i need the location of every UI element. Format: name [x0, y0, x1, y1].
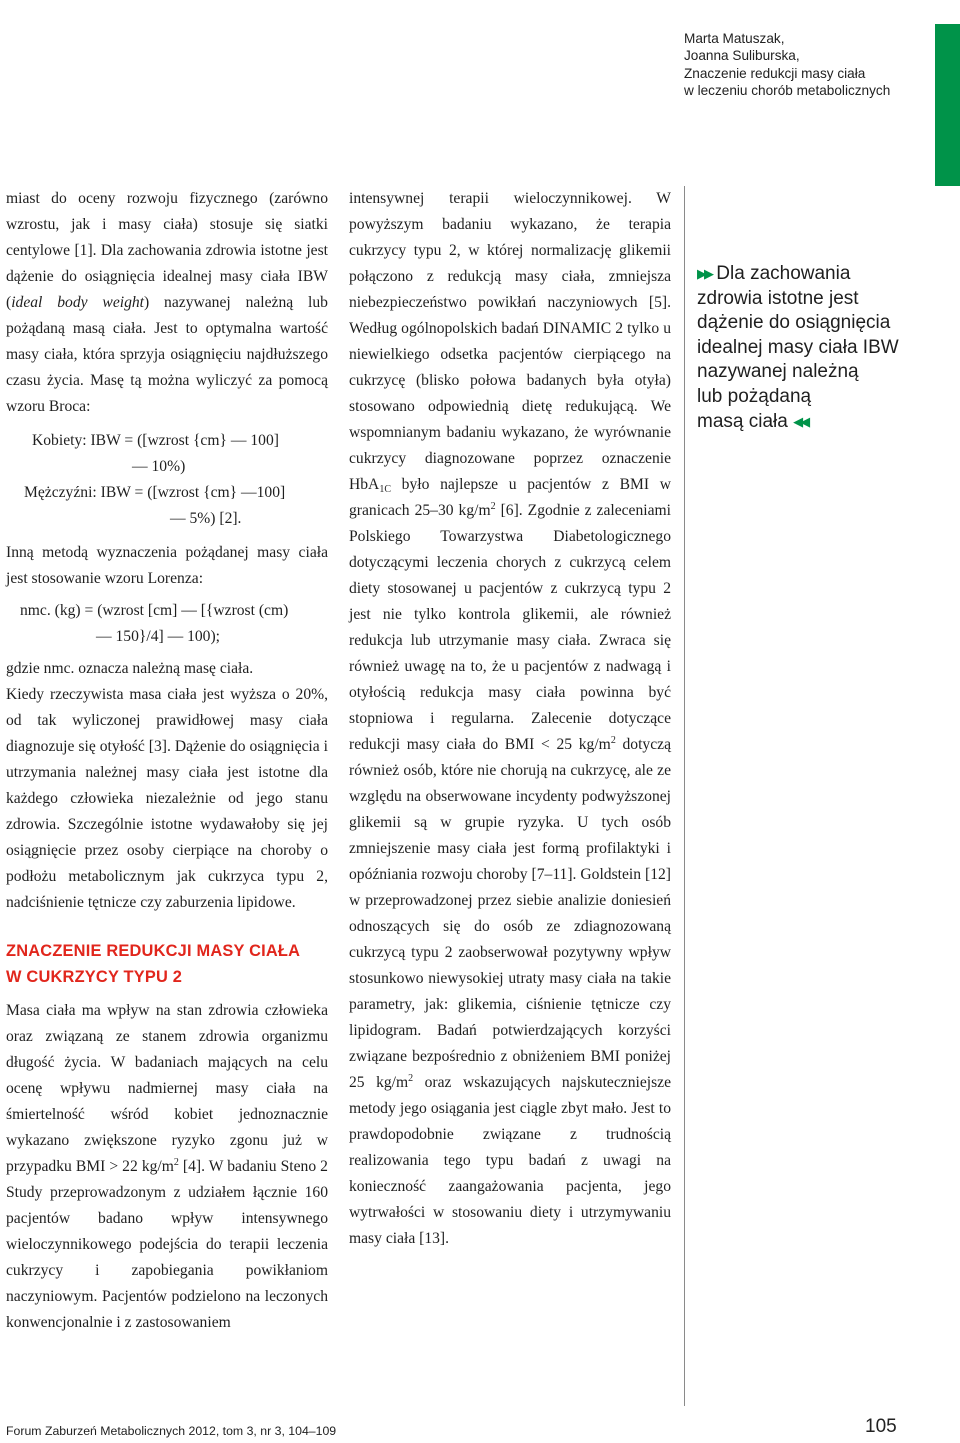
formula-line: Kobiety: IBW = ([wzrost {cm} — 100] — [32, 432, 279, 449]
broca-formula — [6, 428, 328, 532]
double-arrow-right-icon: ▶▶ — [697, 266, 711, 281]
header-author-1: Marta Matuszak, — [684, 31, 785, 46]
corner-accent-bar — [935, 24, 960, 186]
section-heading: ZNACZENIE REDUKCJI MASY CIAŁA W CUKRZYCY TYPU 2 — [6, 942, 301, 986]
formula-line: — 5%) [2]. — [170, 510, 242, 527]
formula-line: — 150}/4] — 100); — [96, 628, 220, 645]
formula-line: Mężczyźni: IBW = ([wzrost {cm} —100] — [24, 484, 286, 501]
text-column-left — [6, 186, 328, 1336]
paragraph: Inną metodą wyznaczenia pożądanej masy ciała jest stosowanie wzoru Lorenza: — [6, 544, 328, 587]
page-number: 105 — [865, 1416, 897, 1437]
header-title-line-2: w leczeniu chorób metabolicznych — [684, 83, 891, 99]
emphasis: ideal body weight — [11, 294, 144, 311]
running-header — [684, 30, 924, 100]
paragraph: intensywnej terapii wieloczynnikowej. W powyższym badaniu wykazano, że terapia cukrzycy typu 2, w której normalizację glikemii połączono z redukcją masy ciała, zmniejsza niebezpieczeństwo powikłań naczyniowych [5]. Według ogólnopolskich badań DINAMIC 2 tylko u niewielkiego odsetka pacjentów cierpiącego na cukrzycę (blisko połowa badanych była otyła) stosowano odpowiednią dietę redukującą. We wspomnianym badaniu wykazano, że wyrównanie cukrzycy diagnozowane poprzez oznaczenie HbA$_{1C}$ było najlepsze u pacjentów z BMI w granicach 25–30 $kg/m^2$ [6]. Zgodnie z zaleceniami Polskiego Towarzystwa Diabetologicznego dotyczącymi leczenia chorych z cukrzycą celem diety stosowanej u pacjentów z cukrzycą typu 2 jest nie tylko kontrola glikemii, ale również redukcja lub utrzymanie masy ciała. Zwraca się również uwagę na to, że u pacjentów z nadwagą i otyłością redukcja masy ciała powinna być stopniowa i regularna. Zalecenie dotyczące redukcji masy ciała do BMI < 25 $kg/m^2$ dotyczą również osób, które nie chorują na cukrzycę, ale ze względu na obserwowane incydenty podwyższonej glikemii są w grupie ryzyka. U tych osób zmniejszenie masy ciała jest formą profilaktyki i opóźniania rozwoju choroby [7–11]. Goldstein [12] w przeprowadzonej przez siebie analizie doniesień odnoszących się do osób ze zdiagnozowaną cukrzycą typu 2 zaobserwował pozytywny wpływ stosunkowo niewysokiej utraty masy ciała na takie parametry, jak: glikemia, ciśnienie tętnicze czy lipidogram. Badań potwierdzających korzyści związane bezpośrednio z obniżeniem BMI poniżej 25 $kg/m^2$ oraz wskazujących najskuteczniejsze metody jego osiągania jest ciągle zbyt mało. Jest to prawdopodobnie związane z trudnością realizowania tego typu badań z uwagi na konieczność zaangażowania pacjenta, jego wytrwałości w stosowaniu diety i utrzymywaniu masy ciała [13]. — [349, 190, 671, 1247]
paragraph: miast do oceny rozwoju fizycznego (zarówno wzrostu, jak i masy ciała) stosuje się siatki centylowe [1]. Dla zachowania zdrowia istotne jest dążenie do osiągnięcia idealnej masy ciała IBW (ideal body weight) nazywanej należną lub pożądaną masą ciała. Jest to optymalna wartość masy ciała, która sprzyja osiągnięciu najdłuższego czasu życia. Masę tą można wyliczyć za pomocą wzoru Broca: — [6, 190, 328, 415]
header-title-line-1: Znaczenie redukcji masy ciała — [684, 65, 866, 81]
pull-quote: ▶▶ Dla zachowania zdrowia istotne jest dążenie do osiągnięcia idealnej masy ciała IBW nazywanej należną lub pożądaną masą ciała ◀◀ — [697, 263, 899, 432]
header-author-2: Joanna Suliburska, — [684, 48, 800, 64]
paragraph: gdzie nmc. oznacza należną masę ciała. — [6, 660, 254, 677]
paragraph: Kiedy rzeczywista masa ciała jest wyższa o 20%, od tak wyliczonej prawidłowej masy ciała diagnozuje się otyłość [3]. Dążenie do osiągnięcia i utrzymania należnej masy ciała jest istotne dla każdego człowieka niezależnie od jego stanu zdrowia. Szczególnie istotne wydawałoby się jej osiągnięcie przez osoby cierpiące na choroby o podłożu metabolicznym jak cukrzyca typu 2, nadciśnienie tętnicze czy zaburzenia lipidowe. — [6, 686, 328, 911]
formula-line: — 10%) — [132, 458, 186, 475]
double-arrow-left-icon: ◀◀ — [793, 413, 808, 429]
formula-line: nmc. (kg) = (wzrost [cm] — [{wzrost (cm) — [20, 602, 289, 619]
journal-citation: Forum Zaburzeń Metabolicznych 2012, tom 3, nr 3, 104–109 — [6, 1424, 337, 1438]
column-divider — [684, 186, 685, 1406]
lorenz-formula — [6, 598, 328, 650]
paragraph: Masa ciała ma wpływ na stan zdrowia człowieka oraz związaną ze stanem zdrowia organizmu długość życia. W badaniach mających na celu ocenę wpływu nadmiernej masy ciała na śmiertelność wśród kobiet jednoznacznie wykazano zwiększone ryzyko zgonu już w przypadku BMI > 22 $kg/m^2$ [4]. W badaniu Steno 2 Study przeprowadzonym z udziałem łącznie 160 pacjentów badano wpływ intensywnego wieloczynnikowego podejścia do terapii leczenia cukrzycy i zapobiegania powikłaniom naczyniowym. Pacjentów podzielono na leczonych konwencjonalnie i z zastosowaniem — [6, 1002, 328, 1331]
text-column-right — [349, 186, 671, 1252]
